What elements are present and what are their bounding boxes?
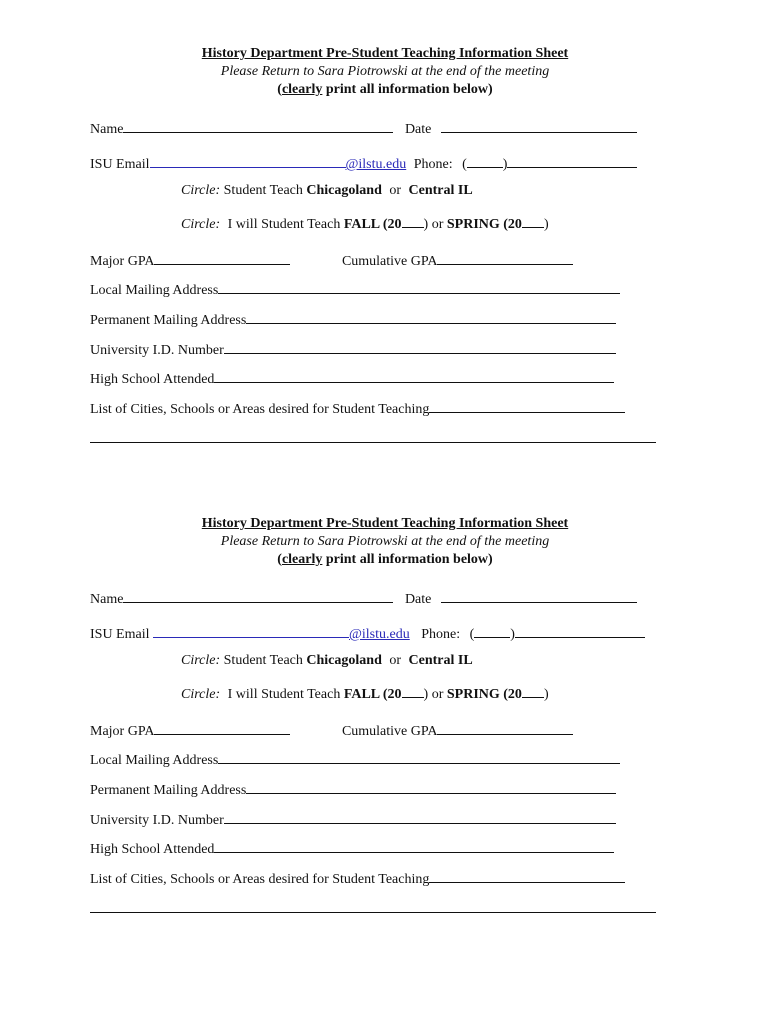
major-gpa-label: Major GPA <box>90 254 155 269</box>
cities-label: List of Cities, Schools or Areas desired for Student Teaching <box>90 402 430 417</box>
permanent-address-field[interactable] <box>246 779 616 794</box>
name-date-row <box>90 118 637 138</box>
circle-label: Circle: <box>181 687 221 702</box>
option-fall[interactable] <box>344 217 424 232</box>
circle-label: Circle: <box>181 217 221 232</box>
phone-label: Phone: <box>421 627 461 642</box>
circle-semester-row <box>181 683 549 703</box>
name-field[interactable] <box>123 118 393 133</box>
email-field[interactable] <box>153 623 349 638</box>
phone-area-code-field[interactable] <box>474 623 510 638</box>
high-school-field[interactable] <box>214 368 614 383</box>
cities-extra-field[interactable] <box>90 898 656 913</box>
phone-paren-open: ( <box>469 627 475 642</box>
fall-text: FALL (20 <box>343 687 402 702</box>
instr-open: ( <box>277 552 282 567</box>
phone-paren-open: ( <box>462 157 467 172</box>
email-field[interactable] <box>150 153 346 168</box>
spring-year-field[interactable] <box>522 683 544 698</box>
phone-number-field[interactable] <box>515 623 645 638</box>
instr-emphasis: clearly <box>281 82 323 97</box>
major-gpa-field[interactable] <box>154 250 290 265</box>
fall-paren-close: ) <box>423 687 429 702</box>
permanent-address-label: Permanent Mailing Address <box>90 313 247 328</box>
name-label: Name <box>90 122 124 137</box>
spring-year-field[interactable] <box>522 213 544 228</box>
form-subtitle: Please Return to Sara Piotrowski at the end of the meeting <box>220 534 550 549</box>
high-school-row <box>90 838 614 858</box>
phone-number-field[interactable] <box>507 153 637 168</box>
instr-rest: print all information below) <box>322 552 493 567</box>
circle-location-text: Student Teach <box>223 653 303 668</box>
or-text: or <box>431 687 444 702</box>
high-school-field[interactable] <box>214 838 614 853</box>
cities-extra-row <box>90 898 656 918</box>
university-id-label: University I.D. Number <box>90 343 224 358</box>
permanent-address-row <box>90 779 616 799</box>
local-address-label: Local Mailing Address <box>90 753 219 768</box>
cities-extra-field[interactable] <box>90 428 656 443</box>
permanent-address-label: Permanent Mailing Address <box>90 783 247 798</box>
spring-paren-close: ) <box>543 217 549 232</box>
circle-location-row <box>181 653 473 669</box>
or-text: or <box>389 183 402 198</box>
circle-semester-text: I will Student Teach <box>227 217 341 232</box>
gpa-row <box>90 720 573 740</box>
permanent-address-field[interactable] <box>246 309 616 324</box>
email-domain: @ilstu.edu <box>349 627 410 642</box>
email-phone-row <box>90 153 637 173</box>
cities-field[interactable] <box>429 868 625 883</box>
name-field[interactable] <box>123 588 393 603</box>
fall-year-field[interactable] <box>402 683 424 698</box>
local-address-row <box>90 749 620 769</box>
fall-paren-close: ) <box>423 217 429 232</box>
circle-location-text: Student Teach <box>223 183 303 198</box>
cumulative-gpa-label: Cumulative GPA <box>341 724 438 739</box>
spring-text: SPRING (20 <box>446 217 522 232</box>
cities-row <box>90 868 625 888</box>
date-field[interactable] <box>441 588 637 603</box>
major-gpa-label: Major GPA <box>90 724 155 739</box>
name-date-row <box>90 588 637 608</box>
cumulative-gpa-label: Cumulative GPA <box>341 254 438 269</box>
instr-rest: print all information below) <box>322 82 493 97</box>
university-id-field[interactable] <box>224 339 616 354</box>
phone-label: Phone: <box>413 157 453 172</box>
circle-semester-text: I will Student Teach <box>227 687 341 702</box>
option-chicagoland[interactable]: Chicagoland <box>306 183 382 198</box>
high-school-row <box>90 368 614 388</box>
option-spring[interactable] <box>447 217 544 232</box>
email-label: ISU Email <box>90 627 150 642</box>
cities-extra-row <box>90 428 656 448</box>
circle-label: Circle: <box>181 653 221 668</box>
email-phone-row <box>90 623 645 643</box>
university-id-label: University I.D. Number <box>90 813 224 828</box>
fall-text: FALL (20 <box>343 217 402 232</box>
form-title: History Department Pre-Student Teaching Information Sheet <box>201 46 569 61</box>
option-fall[interactable] <box>344 687 424 702</box>
spring-text: SPRING (20 <box>446 687 522 702</box>
cities-row <box>90 398 625 418</box>
or-text: or <box>431 217 444 232</box>
date-field[interactable] <box>441 118 637 133</box>
cumulative-gpa-field[interactable] <box>437 250 573 265</box>
circle-semester-row <box>181 213 549 233</box>
option-central-il[interactable]: Central IL <box>408 653 473 668</box>
phone-paren-close: ) <box>510 627 515 642</box>
instr-open: ( <box>277 82 282 97</box>
high-school-label: High School Attended <box>90 372 215 387</box>
email-label: ISU Email <box>90 157 150 172</box>
or-text: or <box>389 653 402 668</box>
high-school-label: High School Attended <box>90 842 215 857</box>
spring-paren-close: ) <box>543 687 549 702</box>
date-label: Date <box>404 122 432 137</box>
form-instructions <box>0 552 770 568</box>
cumulative-gpa-field[interactable] <box>437 720 573 735</box>
option-central-il[interactable]: Central IL <box>408 183 473 198</box>
circle-location-row <box>181 183 473 199</box>
option-spring[interactable] <box>447 687 544 702</box>
date-label: Date <box>404 592 432 607</box>
circle-label: Circle: <box>181 183 221 198</box>
form-instructions <box>0 82 770 98</box>
phone-area-code-field[interactable] <box>467 153 503 168</box>
name-label: Name <box>90 592 124 607</box>
email-domain: @ilstu.edu <box>345 157 407 172</box>
form-title: History Department Pre-Student Teaching Information Sheet <box>201 516 569 531</box>
gpa-row <box>90 250 573 270</box>
phone-paren-close: ) <box>502 157 508 172</box>
local-address-label: Local Mailing Address <box>90 283 219 298</box>
local-address-field[interactable] <box>218 749 620 764</box>
form-subtitle: Please Return to Sara Piotrowski at the end of the meeting <box>220 64 550 79</box>
option-chicagoland[interactable]: Chicagoland <box>306 653 382 668</box>
major-gpa-field[interactable] <box>154 720 290 735</box>
permanent-address-row <box>90 309 616 329</box>
university-id-row <box>90 339 616 359</box>
cities-field[interactable] <box>429 398 625 413</box>
fall-year-field[interactable] <box>402 213 424 228</box>
university-id-row <box>90 809 616 829</box>
cities-label: List of Cities, Schools or Areas desired for Student Teaching <box>90 872 430 887</box>
local-address-field[interactable] <box>218 279 620 294</box>
local-address-row <box>90 279 620 299</box>
university-id-field[interactable] <box>224 809 616 824</box>
instr-emphasis: clearly <box>281 552 323 567</box>
